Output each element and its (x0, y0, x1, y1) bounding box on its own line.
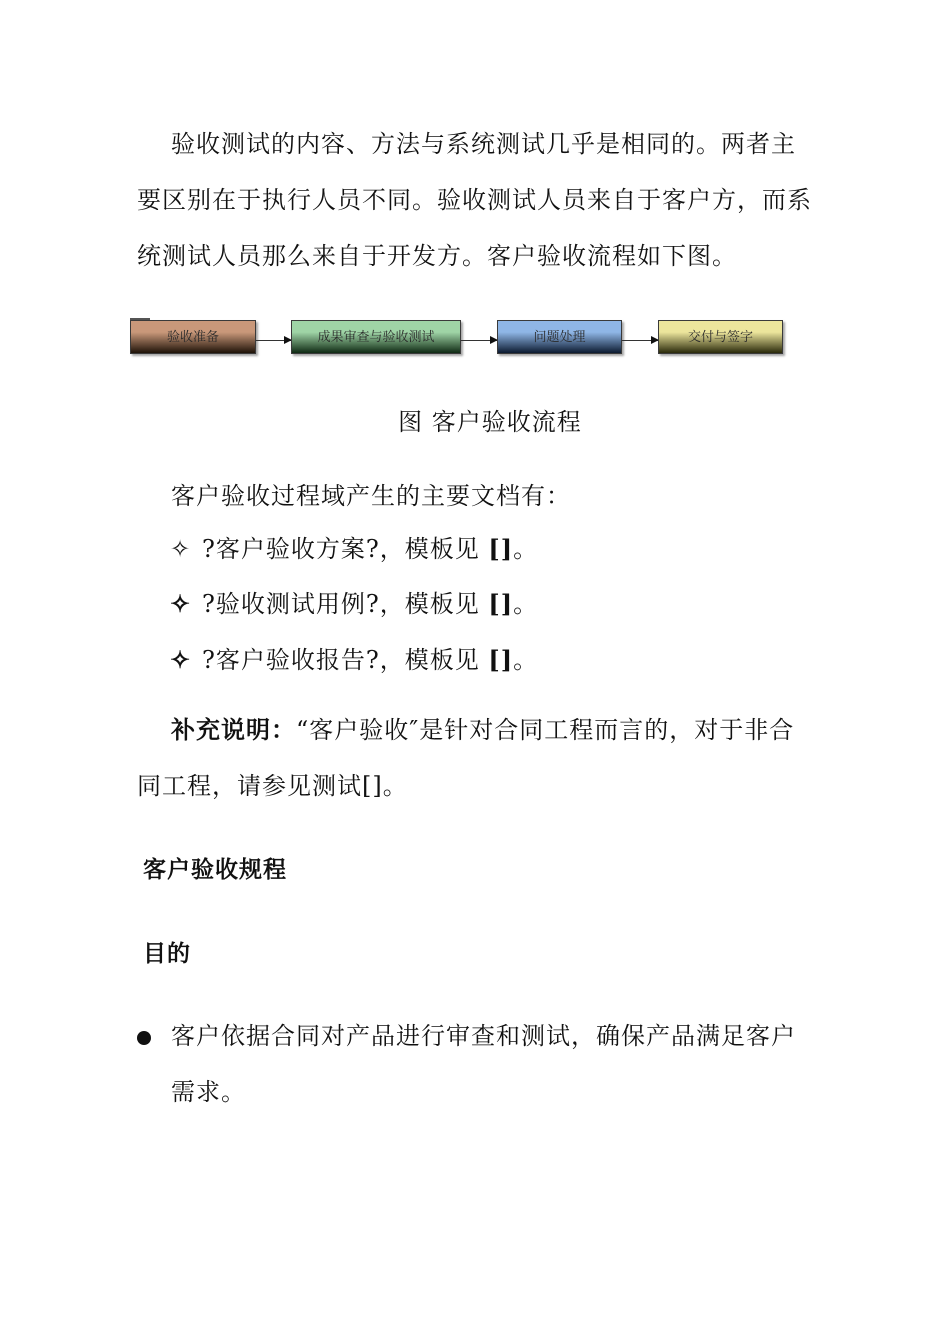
doc-item-ref: [] (488, 534, 514, 563)
note-text: “客户验收″是针对合同工程而言的，对于非合同工程，请参见测试[]。 (137, 716, 795, 800)
doc-item-text: ?验收测试用例?，模板见 (202, 590, 489, 618)
sparkle-icon: ✧ (170, 645, 192, 674)
flow-arrow (256, 340, 291, 341)
purpose-text: 客户依据合同对产品进行审查和测试，确保产品满足客户需求。 (171, 1022, 796, 1106)
doc-item-text: ?客户验收方案?，模板见 (202, 535, 489, 563)
flow-step-issue-handling: 问题处理 (497, 320, 622, 354)
doc-item-text: ?客户验收报告?，模板见 (202, 646, 489, 674)
subsection-title: 目的 (143, 941, 191, 967)
sparkle-icon: ✧ (170, 535, 192, 563)
doc-item-ref: [] (488, 589, 514, 618)
intro-paragraph: 验收测试的内容、方法与系统测试几乎是相同的。两者主要区别在于执行人员不同。验收测试人员来自于客户方，而系统测试人员那么来自于开发方。客户验收流程如下图。 (137, 130, 812, 270)
acceptance-flow-diagram (130, 318, 790, 358)
doc-list-item (170, 529, 538, 569)
note-label: 补充说明： (171, 715, 296, 744)
doc-list-item (170, 584, 538, 624)
doc-item-end: 。 (513, 535, 539, 563)
flow-step-delivery-signoff: 交付与签字 (658, 320, 783, 354)
doc-list-item (170, 640, 538, 680)
doc-item-end: 。 (513, 590, 539, 618)
section-title: 客户验收规程 (143, 857, 287, 883)
flow-arrow (622, 340, 658, 341)
doc-item-ref: [] (488, 645, 514, 674)
note-paragraph (137, 702, 815, 814)
figure-caption: 图 客户验收流程 (398, 408, 582, 436)
docs-intro: 客户验收过程域产生的主要文档有： (171, 482, 571, 510)
sparkle-icon: ✧ (170, 589, 192, 618)
bullet-icon (137, 1020, 167, 1052)
doc-item-end: 。 (513, 646, 539, 674)
flow-arrow (461, 340, 497, 341)
flow-step-preparation: 验收准备 (130, 320, 256, 354)
flow-step-review-testing: 成果审查与验收测试 (291, 320, 461, 354)
